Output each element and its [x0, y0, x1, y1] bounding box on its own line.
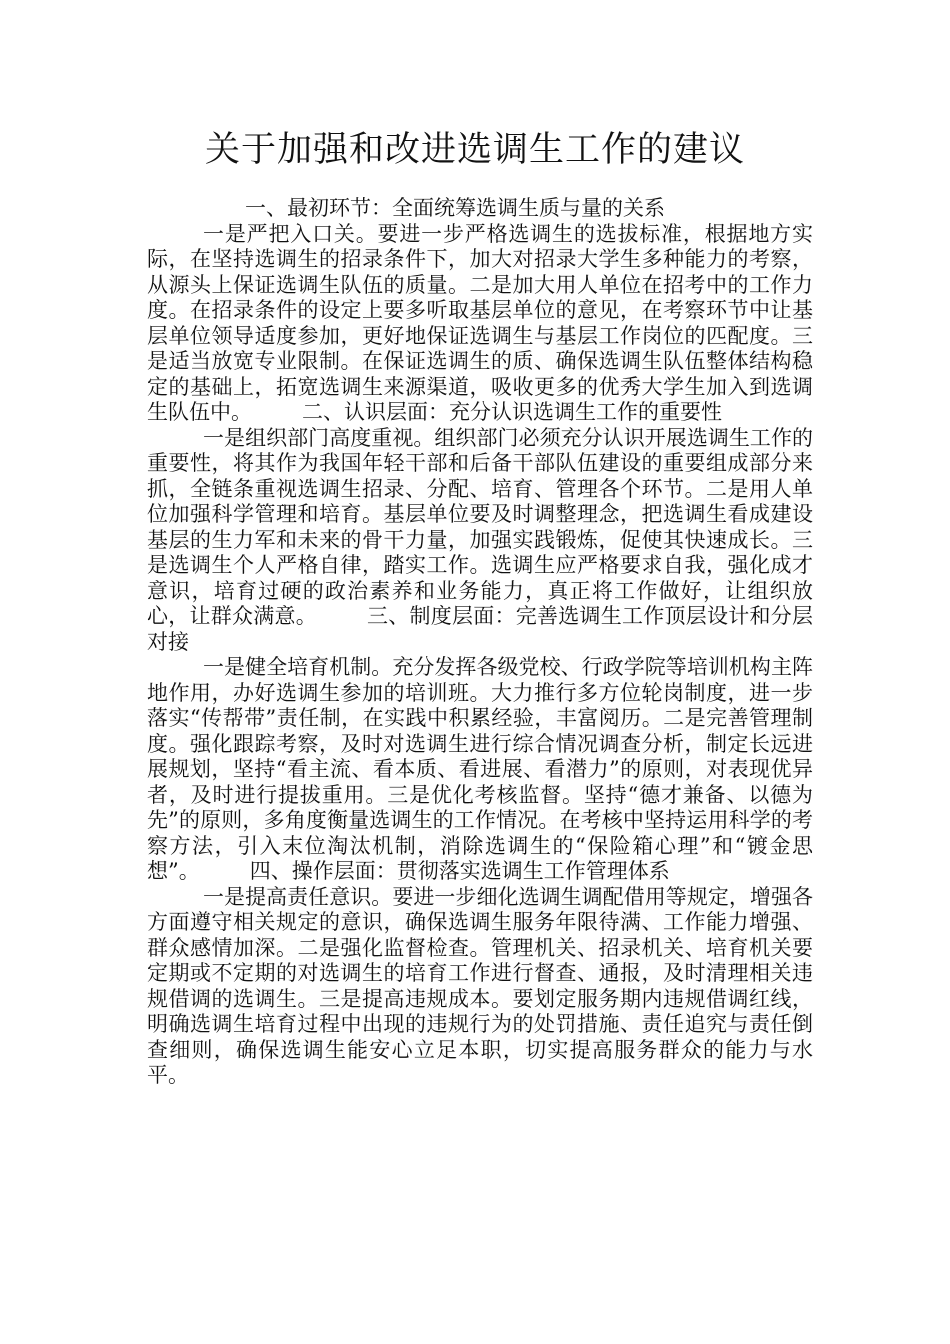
section-heading-3: 三、制度层面：完善选调生工作顶层设计和分层对接 — [147, 604, 813, 654]
section-paragraph-1 — [147, 222, 813, 426]
section-paragraph-3-text: 一是健全培育机制。充分发挥各级党校、行政学院等培训机构主阵地作用，办好选调生参加的培训班。大力推行多方位轮岗制度，进一步落实“传帮带”责任制，在实践中积累经验，丰富阅历。二是完善管理制度。强化跟踪考察，及时对选调生进行综合情况调查分析，制定长远进展规划，坚持“看主流、看本质、看进展、看潜力”的原则，对表现优异者，及时进行提拔重用。三是优化考核监督。坚持“德才兼备、以德为先”的原则，多角度衡量选调生的工作情况。在考核中坚持运用科学的考察方法，引入末位淘汰机制，消除选调生的“保险箱心理”和“镀金思想”。 — [147, 655, 813, 883]
section-paragraph-1-text: 一是严把入口关。要进一步严格选调生的选拔标准，根据地方实际，在坚持选调生的招录条件下，加大对招录大学生多种能力的考察，从源头上保证选调生队伍的质量。二是加大用人单位在招考中的工作力度。在招录条件的设定上要多听取基层单位的意见，在考察环节中让基层单位领导适度参加，更好地保证选调生与基层工作岗位的匹配度。三是适当放宽专业限制。在保证选调生的质、确保选调生队伍整体结构稳定的基础上，拓宽选调生来源渠道，吸收更多的优秀大学生加入到选调生队伍中。 — [147, 221, 813, 424]
section-paragraph-2 — [147, 426, 813, 656]
section-heading-1: 一、最初环节：全面统筹选调生质与量的关系 — [245, 196, 665, 220]
section-heading-4: 四、操作层面：贯彻落实选调生工作管理体系 — [249, 859, 670, 883]
section-heading-2: 二、认识层面：充分认识选调生工作的重要性 — [302, 400, 722, 424]
section-paragraph-4: 一是提高责任意识。要进一步细化选调生调配借用等规定，增强各方面遵守相关规定的意识，确保选调生服务年限待满、工作能力增强、群众感情加深。二是强化监督检查。管理机关、招录机关、培育机关要定期或不定期的对选调生的培育工作进行督查、通报，及时清理相关违规借调的选调生。三是提高违规成本。要划定服务期内违规借调红线，明确选调生培育过程中出现的违规行为的处罚措施、责任追究与责任倒查细则，确保选调生能安心立足本职，切实提高服务群众的能力与水平。 — [147, 884, 813, 1087]
section-paragraph-3 — [147, 655, 813, 885]
section-paragraph-2-text: 一是组织部门高度重视。组织部门必须充分认识开展选调生工作的重要性，将其作为我国年轻干部和后备干部队伍建设的重要组成部分来抓，全链条重视选调生招录、分配、培育、管理各个环节。二是用人单位加强科学管理和培育。基层单位要及时调整理念，把选调生看成建设基层的生力军和未来的骨干力量，加强实践锻炼，促使其快速成长。三是选调生个人严格自律，踏实工作。选调生应严格要求自我，强化成才意识，培育过硬的政治素养和业务能力，真正将工作做好，让组织放心，让群众满意。 — [147, 425, 813, 628]
document-title: 关于加强和改进选调生工作的建议 — [204, 130, 745, 170]
document-body — [147, 196, 813, 1089]
